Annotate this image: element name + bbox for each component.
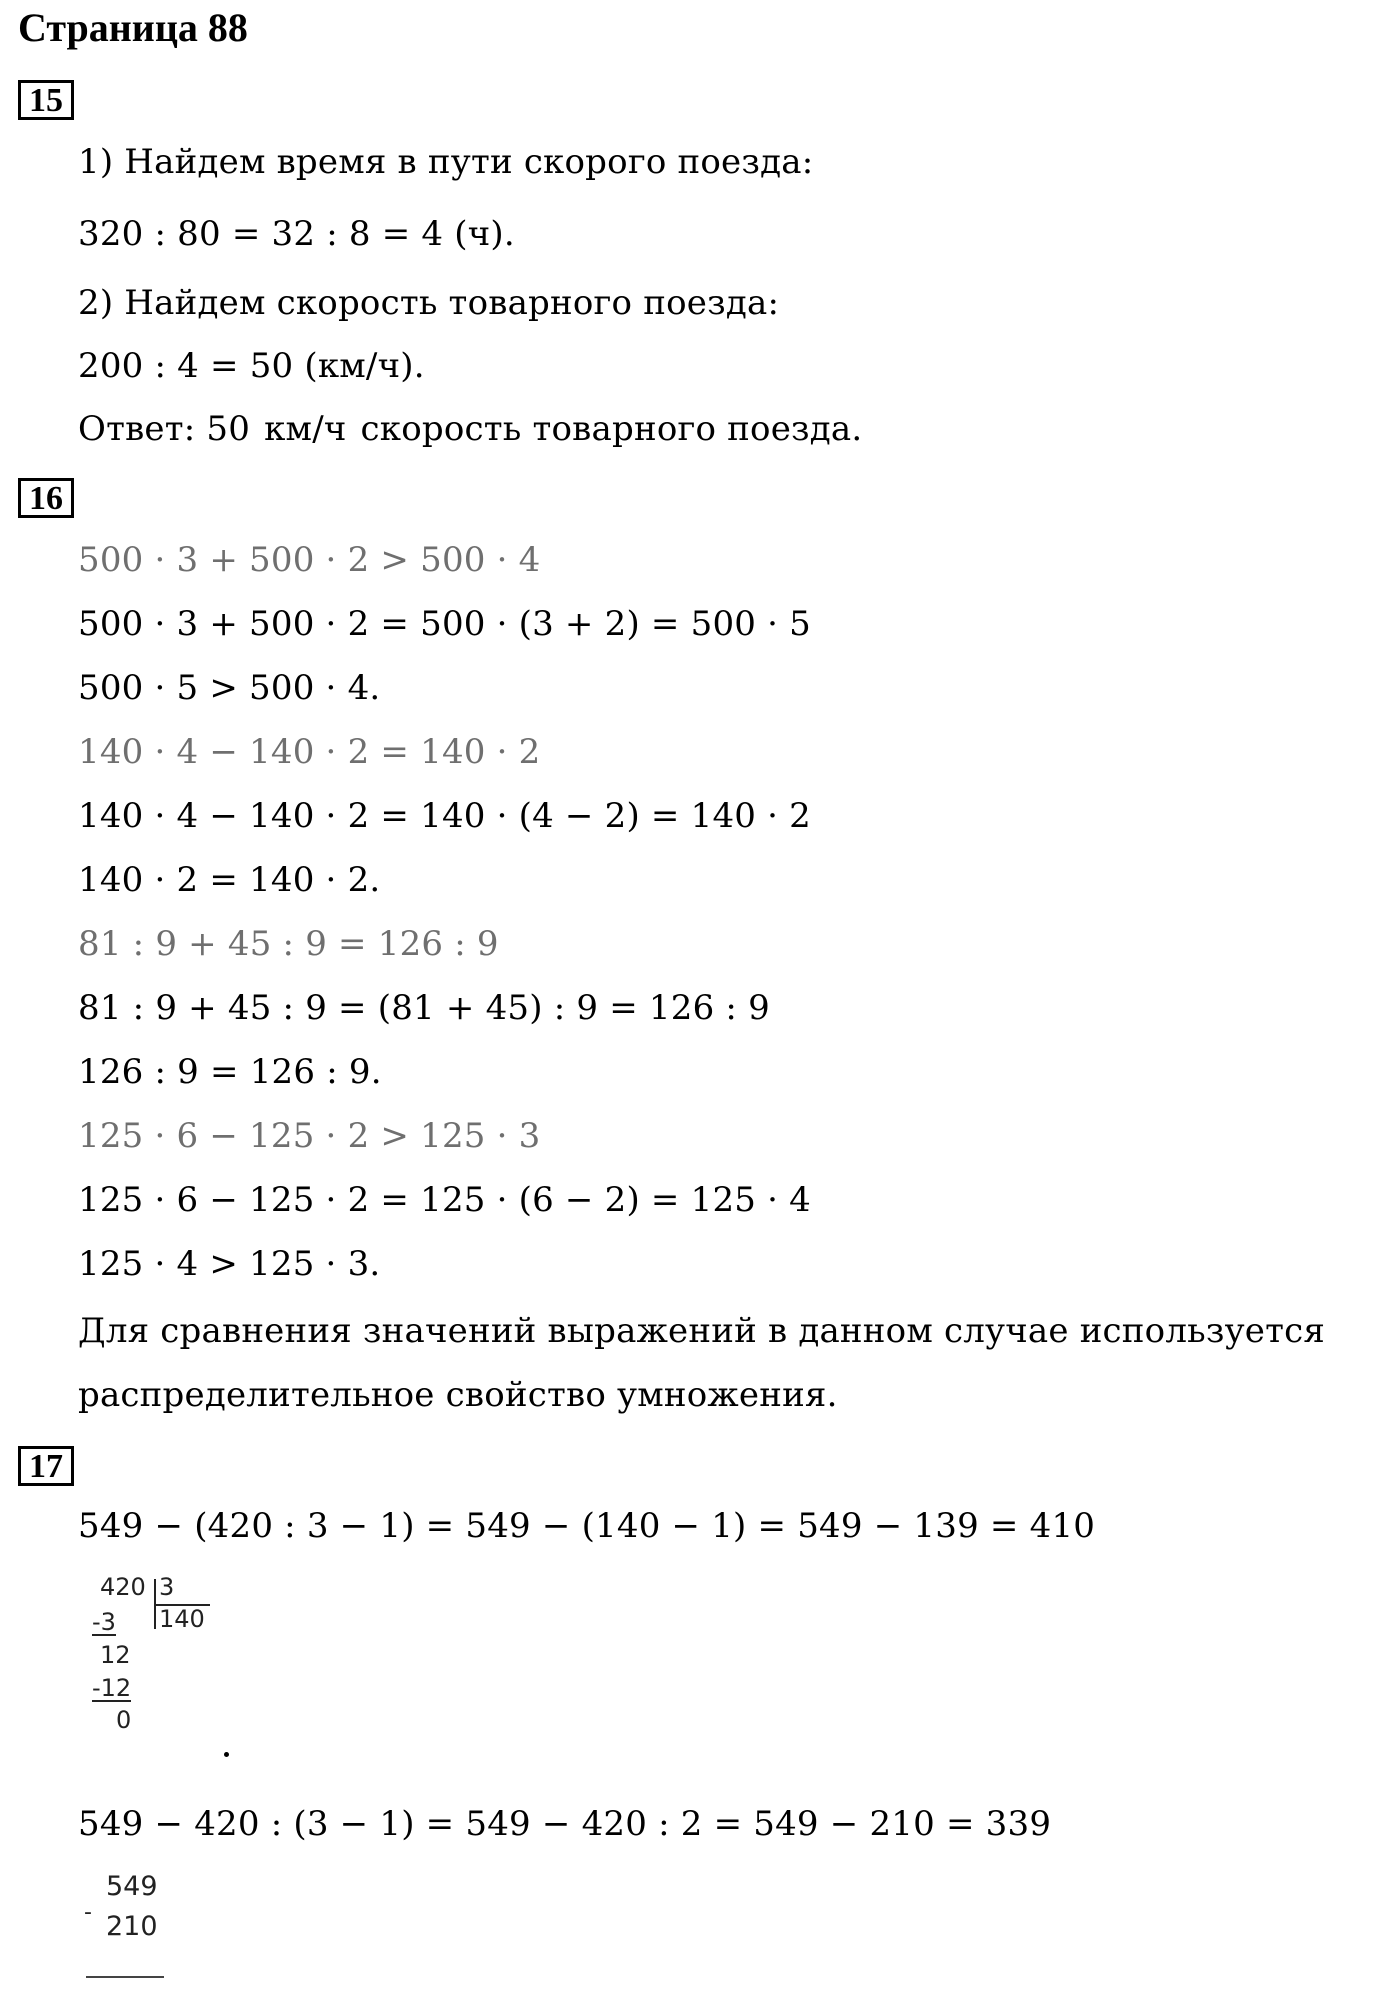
division-quotient: 140: [159, 1605, 205, 1633]
task16-line-1: 500 · 3 + 500 · 2 > 500 · 4: [78, 540, 541, 580]
task16-line-13: Для сравнения значений выражений в данном случае используется: [78, 1311, 1326, 1351]
division-row-4: 0: [116, 1706, 132, 1734]
subtraction-line: [86, 1976, 164, 1978]
task16-line-7: 81 : 9 + 45 : 9 = 126 : 9: [78, 924, 499, 964]
task-number-17: 17: [18, 1446, 74, 1486]
task17-line-1: 549 − (420 : 3 − 1) = 549 − (140 − 1) = 549 − 139 = 410: [78, 1506, 1096, 1546]
task16-line-14: распределительное свойство умножения.: [78, 1375, 838, 1415]
task16-line-8: 81 : 9 + 45 : 9 = (81 + 45) : 9 = 126 : 9: [78, 988, 770, 1028]
task16-line-6: 140 · 2 = 140 · 2.: [78, 860, 381, 900]
task16-line-2: 500 · 3 + 500 · 2 = 500 · (3 + 2) = 500 · 5: [78, 604, 811, 644]
task16-line-11: 125 · 6 − 125 · 2 = 125 · (6 − 2) = 125 · 4: [78, 1180, 811, 1220]
subtraction-minus-sign: -: [84, 1900, 92, 1925]
answer-prefix: Ответ: 50: [78, 409, 251, 449]
stray-dot: [224, 1752, 229, 1757]
task15-line-2: 320 : 80 = 32 : 8 = 4 (ч).: [78, 214, 515, 254]
task16-line-4: 140 · 4 − 140 · 2 = 140 · 2: [78, 732, 541, 772]
division-row-3: -12: [92, 1674, 132, 1702]
task15-line-4: 200 : 4 = 50 (км/ч).: [78, 346, 425, 386]
division-dividend: 420: [100, 1573, 146, 1601]
division-row-1: -3: [92, 1608, 116, 1636]
task-number-16: 16: [18, 478, 74, 518]
answer-suffix: скорость товарного поезда.: [360, 409, 863, 449]
task-number-15: 15: [18, 80, 74, 120]
task16-line-3: 500 · 5 > 500 · 4.: [78, 668, 381, 708]
task16-line-12: 125 · 4 > 125 · 3.: [78, 1244, 381, 1284]
task15-line-1: 1) Найдем время в пути скорого поезда:: [78, 142, 814, 182]
subtraction-bottom: 210: [106, 1911, 158, 1942]
column-subtraction: [80, 1870, 180, 1980]
task17-line-2: 549 − 420 : (3 − 1) = 549 − 420 : 2 = 549 − 210 = 339: [78, 1804, 1052, 1844]
long-division: [84, 1573, 224, 1753]
division-divisor: 3: [159, 1573, 175, 1601]
task16-line-5: 140 · 4 − 140 · 2 = 140 · (4 − 2) = 140 · 2: [78, 796, 811, 836]
task15-line-3: 2) Найдем скорость товарного поезда:: [78, 283, 780, 323]
answer-unit: км/ч: [264, 409, 347, 449]
page-title: Страница 88: [18, 5, 248, 50]
subtraction-top: 549: [106, 1871, 158, 1902]
division-row-2: 12: [100, 1641, 131, 1669]
task15-answer: [78, 407, 862, 451]
task16-line-9: 126 : 9 = 126 : 9.: [78, 1052, 382, 1092]
task16-line-10: 125 · 6 − 125 · 2 > 125 · 3: [78, 1116, 541, 1156]
